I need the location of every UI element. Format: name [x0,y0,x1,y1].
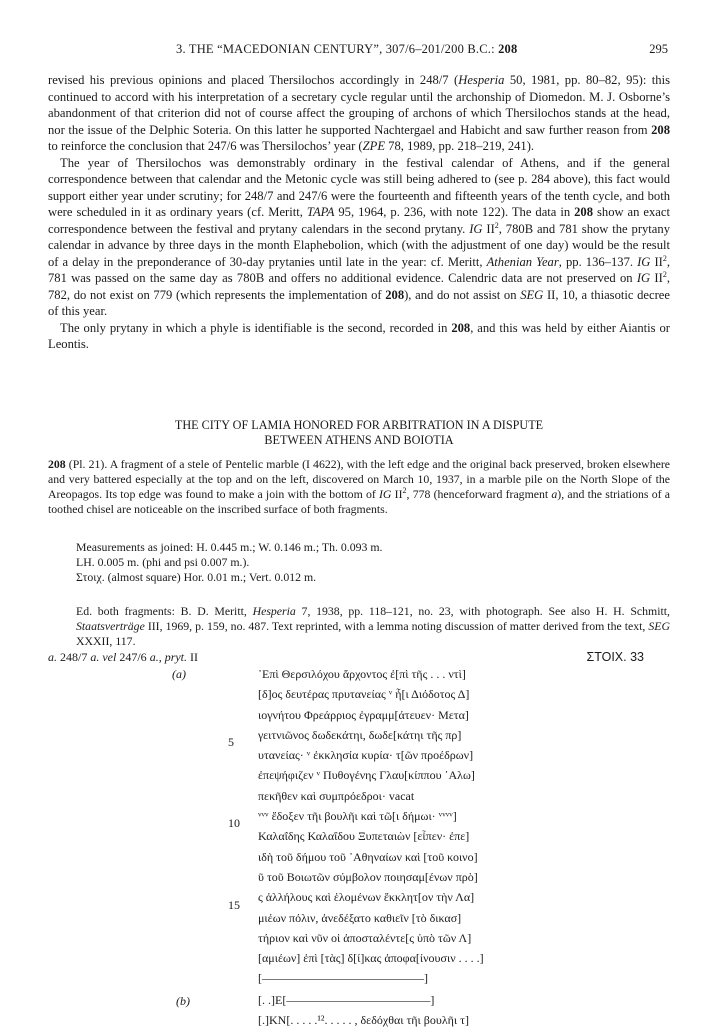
inscription-b-line-2: [.]ΚΝ[. . . . .¹². . . . . , δεδόχθαι τῆι βουλῆι τ] [258,1013,469,1028]
inscription-fragment-b [258,990,514,1031]
paragraph-segment: 208 [385,287,405,302]
fragment-b-label: (b) [176,994,190,1008]
paragraph-segment: , and this was held by either Aiantis or Leontis. [48,320,670,351]
entry-description [48,457,670,517]
paragraph-segment: 208 [651,122,670,137]
paragraph-segment: show an exact correspondence between the festival and prytany calendars in the second prytany. [48,205,670,236]
paragraph-segment: 78, 1989, pp. 218–219, 241). [385,139,535,153]
paragraph-segment: II [650,271,663,285]
inscription-a-line-2: [δ]ος δευτέρας πρυτανείας ᵛ ἧ[ι Διόδοτος Δ] [258,687,470,702]
paragraph-segment: Hesperia [458,73,505,87]
inscription-a-line-1: ᾿Επὶ Θερσιλόχου ἄρχοντος ἐ[πὶ τῆς . . . ντὶ] [258,667,466,681]
edition-segment: SEG [648,619,670,633]
paragraph-segment: 50, 1981, pp. 80–82, 95): this continued to accord with his interpretation of a secretary cycle regular until the archonship of Diomedon. M. J. Osborne’s abandonment of that criterion did not of course affect the grouping of archons of which Thersilochos stands at the head, nor the issue of the Delphic Soteria. On this latter he supported Nachtergael and Habicht and saw further reason from [48,73,670,137]
page-number: 295 [649,42,668,56]
entry-segment: II [391,487,403,501]
edition-segment: 7, 1938, pp. 118–121, no. 23, with photograph. See also H. H. Schmitt, [295,604,670,618]
section-title [48,418,670,448]
inscription-a-line-13: μιέων πόλιν, ἀνεδέξατο καθιεῖν [τὸ δικασ] [258,910,462,925]
running-head-title: 3. THE “MACEDONIAN CENTURY”, 307/6–201/200 B.C.: 208 [176,42,518,56]
entry-segment: (Pl. 21). A fragment of a stele of Pentelic marble (I 4622), with the left edge and the original back preserved, broken elsewhere and very battered especially at the top and on the left, discovered on March 10, 1937, in a marble pile on the North Slope of the Areopagos. Its top edge was found to make a join with the bottom of [48,457,670,501]
body-text [48,72,670,353]
running-head [48,42,670,60]
inscription-a-line-8: ᵛᵛᵛ ἔδοξεν τῆι βουλῆι καὶ τῶ[ι δήμωι· ᵛᵛᵛᵛ] [258,809,457,824]
paragraph-segment: 208 [451,320,471,335]
edition-paragraph [76,604,670,649]
paragraph-segment: , 782, do not exist on 779 (which represents the implementation of [48,271,670,302]
entry-segment: ), and the striations of a toothed chisel are noticeable on the inscribed surface of both fragments. [48,487,671,516]
edition-note [76,604,670,649]
paragraph-2 [48,155,670,320]
inscription-a-line-14: τήριον καὶ νῦν οἱ ἀποσταλέντε[ς ὑπὸ τῶν Λ] [258,930,472,945]
inscription-b-line-1: [. .]Ε[––––––––––––––––––––––––] [258,993,435,1007]
paragraph-segment: 95, 1964, p. 236, with note 122). The data in [334,205,575,219]
section-title-line-1: THE CITY OF LAMIA HONORED FOR ARBITRATION IN A DISPUTE [174,418,544,432]
inscription-a-line-15: [αμιέων] ἐπὶ [τὰς] δ[ί]κας ἀποφα[ίνουσιν . . . .] [258,951,484,966]
entry-segment: IG [379,487,392,501]
inscription-a-line-5: υτανείας· ᵛ ἐκκλησία κυρία· τ[ῶν προέδρων] [258,748,474,763]
paragraph-segment: II [482,221,495,236]
paragraph-segment: SEG [520,287,544,302]
paragraph-segment: 2 [662,269,667,279]
measurements-line-2: LH. 0.005 m. (phi and psi 0.007 m.). [76,555,250,569]
inscription-date-segment: a. [48,650,57,664]
inscription-a-line-11: ῦ τοῦ Βοιωτῶν σύμβολον ποιησαμ[ένων πρὸ] [258,869,478,884]
edition-segment: Hesperia [252,604,296,618]
inscription-date-segment: 248/7 [57,650,91,664]
edition-segment: III, 1969, p. 159, no. 487. Text reprinted, with a lemma noting discussion of matter derived from the text, [144,619,649,633]
inscription-date-segment: a., pryt. [149,650,188,664]
paragraph-segment: , 780B and 781 show the prytany calendar in advance by three days in the month Elaphebolion, which (with the adjustment of one day) would be the result of a delay in the preponderance of 30-day prytanies until late in the year: cf. Meritt, [48,221,670,269]
measurements-line-1: Measurements as joined: H. 0.445 m.; W. 0.146 m.; Th. 0.093 m. [76,540,383,554]
inscription-a-line-16: [–––––––––––––––––––––––––––] [258,971,428,986]
entry-segment: , 778 (henceforward fragment [406,487,552,501]
paragraph-segment: 208 [574,205,594,219]
page [48,0,671,1028]
stoich-label: ΣΤΟΙΧ. 33 [586,650,644,664]
inscription-a-line-10: ιδὴ τοῦ δήμου τοῦ ᾿Αθηναίων καὶ [τοῦ κοινο] [258,849,478,864]
paragraph-segment: TAPA [306,205,335,219]
paragraph-segment: 2 [662,253,667,263]
paragraph-segment: ), and do not assist on [404,287,521,302]
paragraph-segment: 2 [494,220,499,230]
paragraph-segment: The year of Thersilochos was demonstrably ordinary in the festival calendar of Athens, and if the general correspondence between that calendar and the Metonic cycle was still being adhered to (see p. 284 above), this fact would support either year under scrutiny; for 248/7 and 247/6 were the fourteenth and fifteenth years of the tenth cycle, and both were scheduled in it as ordinary years (cf. Meritt, [48,155,670,219]
entry-segment: 2 [402,486,407,496]
inscription-a-line-3: ιογνήτου Φρεάρριος ἐγραμμ[άτευεν· Μετα] [258,707,469,722]
measurements-line-3: Στοιχ. (almost square) Hor. 0.01 m.; Vert. 0.012 m. [76,570,317,584]
entry-segment: 208 [48,457,66,471]
inscription-a-line-6: ἐπεψήφιζεν ᵛ Πυθογένης Γλαυ[κίππου ᾿Αλω] [258,768,475,783]
paragraph-segment: to reinforce the conclusion that 247/6 was Thersilochos’ year ( [48,139,363,153]
inscription-date-segment: a. vel [90,650,117,664]
paragraph-segment: IG [469,221,483,236]
paragraph-segment: , pp. 136–137. [558,254,638,269]
paragraph-segment: , 781 was passed on the same day as 780B and offers no additional evidence. Calendric data are not preserved on [48,254,671,285]
line-number-15: 15 [228,898,240,912]
paragraph-segment: IG [637,254,651,269]
inscription-fragment-a [258,664,514,989]
entry-segment: a [551,487,558,501]
paragraph-segment: II, 10, a thiasotic decree of this year. [48,287,670,318]
inscription-date-segment: 247/6 [116,650,150,664]
line-number-10: 10 [228,816,240,830]
paragraph-segment: II [650,254,663,269]
inscription-a-line-7: πεκῆθεν καὶ συμπρόεδροι· vacat [258,788,415,803]
fragment-a-label: (a) [172,667,186,681]
paragraph-segment: Athenian Year [486,254,559,269]
inscription-a-line-12: ς ἀλλήλους καὶ ἑλομένων ἔκκλητ[ον τὴν Λα] [258,890,475,905]
line-number-5: 5 [228,735,234,749]
paragraph-1 [48,72,670,155]
paragraph-segment: IG [636,271,651,285]
paragraph-segment: revised his previous opinions and placed Thersilochos accordingly in 248/7 ( [48,73,459,87]
measurements [76,540,670,585]
edition-segment: Staatsverträge [76,619,145,633]
section-title-line-2: BETWEEN ATHENS AND BOIOTIA [264,433,454,447]
inscription-a-line-9: Καλαΐδης Καλαΐδου Ξυπεταιὼν [εἶπεν· ἐπε] [258,829,470,844]
inscription-date [48,650,198,665]
inscription-date-segment: II [187,650,199,664]
paragraph-segment: The only prytany in which a phyle is identifiable is the second, recorded in [60,320,452,335]
edition-segment: XXXII, 117. [76,634,136,648]
edition-segment: Ed. both fragments: B. D. Meritt, [76,604,253,618]
paragraph-segment: ZPE [362,139,386,153]
inscription-a-line-4: γειτνιῶνος δωδεκάτηι, δωδε[κάτηι τῆς πρ] [258,727,462,742]
paragraph-3 [48,320,670,353]
